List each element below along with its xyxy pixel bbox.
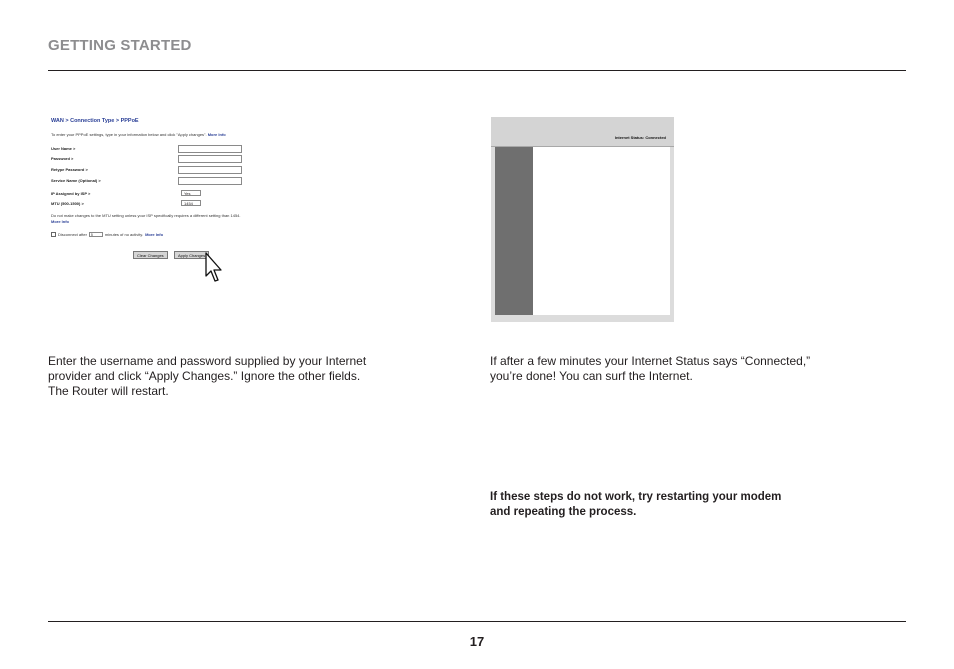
password-label: Password > <box>51 156 74 161</box>
disconnect-label: Disconnect after <box>58 232 87 237</box>
disconnect-checkbox[interactable] <box>51 232 56 237</box>
sidebar-panel <box>495 147 533 315</box>
left-instruction-text: Enter the username and password supplied by your Internet provider and click “Apply Changes.” Ignore the other fields. The Router will restart. <box>48 354 367 398</box>
disconnect-minutes-input[interactable]: 5 <box>89 232 103 237</box>
service-name-label: Service Name (Optional) > <box>51 178 101 183</box>
section-title: GETTING STARTED <box>48 37 192 54</box>
disconnect-row <box>51 232 163 237</box>
status-header-bar <box>491 117 674 147</box>
mtu-more-info-link[interactable]: More Info <box>51 219 69 224</box>
retype-password-label: Retype Password > <box>51 167 88 172</box>
intro-text <box>51 132 226 137</box>
intro-text-body: To enter your PPPoE settings, type in your information below and click "Apply changes". <box>51 132 207 137</box>
retype-password-row <box>51 166 291 174</box>
ip-assigned-label: IP Assigned by ISP > <box>51 191 91 196</box>
password-input[interactable] <box>178 155 242 163</box>
user-name-label: User Name > <box>51 146 76 151</box>
mtu-note: Do not make changes to the MTU setting unless your ISP specifically requires a different setting than 1454. <box>51 213 241 218</box>
status-screenshot <box>491 117 674 322</box>
header-rule <box>48 70 906 71</box>
disconnect-suffix: minutes of no activity. <box>104 232 144 237</box>
intro-more-info-link[interactable]: More Info <box>207 132 226 137</box>
user-name-row <box>51 145 291 153</box>
ip-assigned-select[interactable]: Yes <box>181 190 201 196</box>
retype-password-input[interactable] <box>178 166 242 174</box>
mtu-row <box>51 200 291 208</box>
user-name-input[interactable] <box>178 145 242 153</box>
troubleshooting-tip: If these steps do not work, try restarting your modem and repeating the process. <box>490 491 782 518</box>
clear-changes-button[interactable]: Clear Changes <box>133 251 168 259</box>
disconnect-more-info-link[interactable]: More Info <box>145 232 164 237</box>
content-panel <box>533 147 670 315</box>
apply-changes-button[interactable]: Apply Changes <box>174 251 209 259</box>
mtu-label: MTU (500-1500) > <box>51 201 84 206</box>
breadcrumb: WAN > Connection Type > PPPoE <box>51 118 139 124</box>
pppoe-screenshot <box>48 112 288 277</box>
service-name-input[interactable] <box>178 177 242 185</box>
internet-status-text: Internet Status: Connected <box>614 135 666 140</box>
page-number: 17 <box>469 634 485 649</box>
right-instruction-text: If after a few minutes your Internet Status says “Connected,” you’re done! You can surf the Internet. <box>490 354 811 383</box>
footer-rule <box>48 621 906 622</box>
ip-assigned-row <box>51 190 291 198</box>
mtu-input[interactable]: 1454 <box>181 200 201 206</box>
service-name-row <box>51 177 291 185</box>
password-row <box>51 155 291 163</box>
mouse-pointer-icon <box>204 252 224 286</box>
